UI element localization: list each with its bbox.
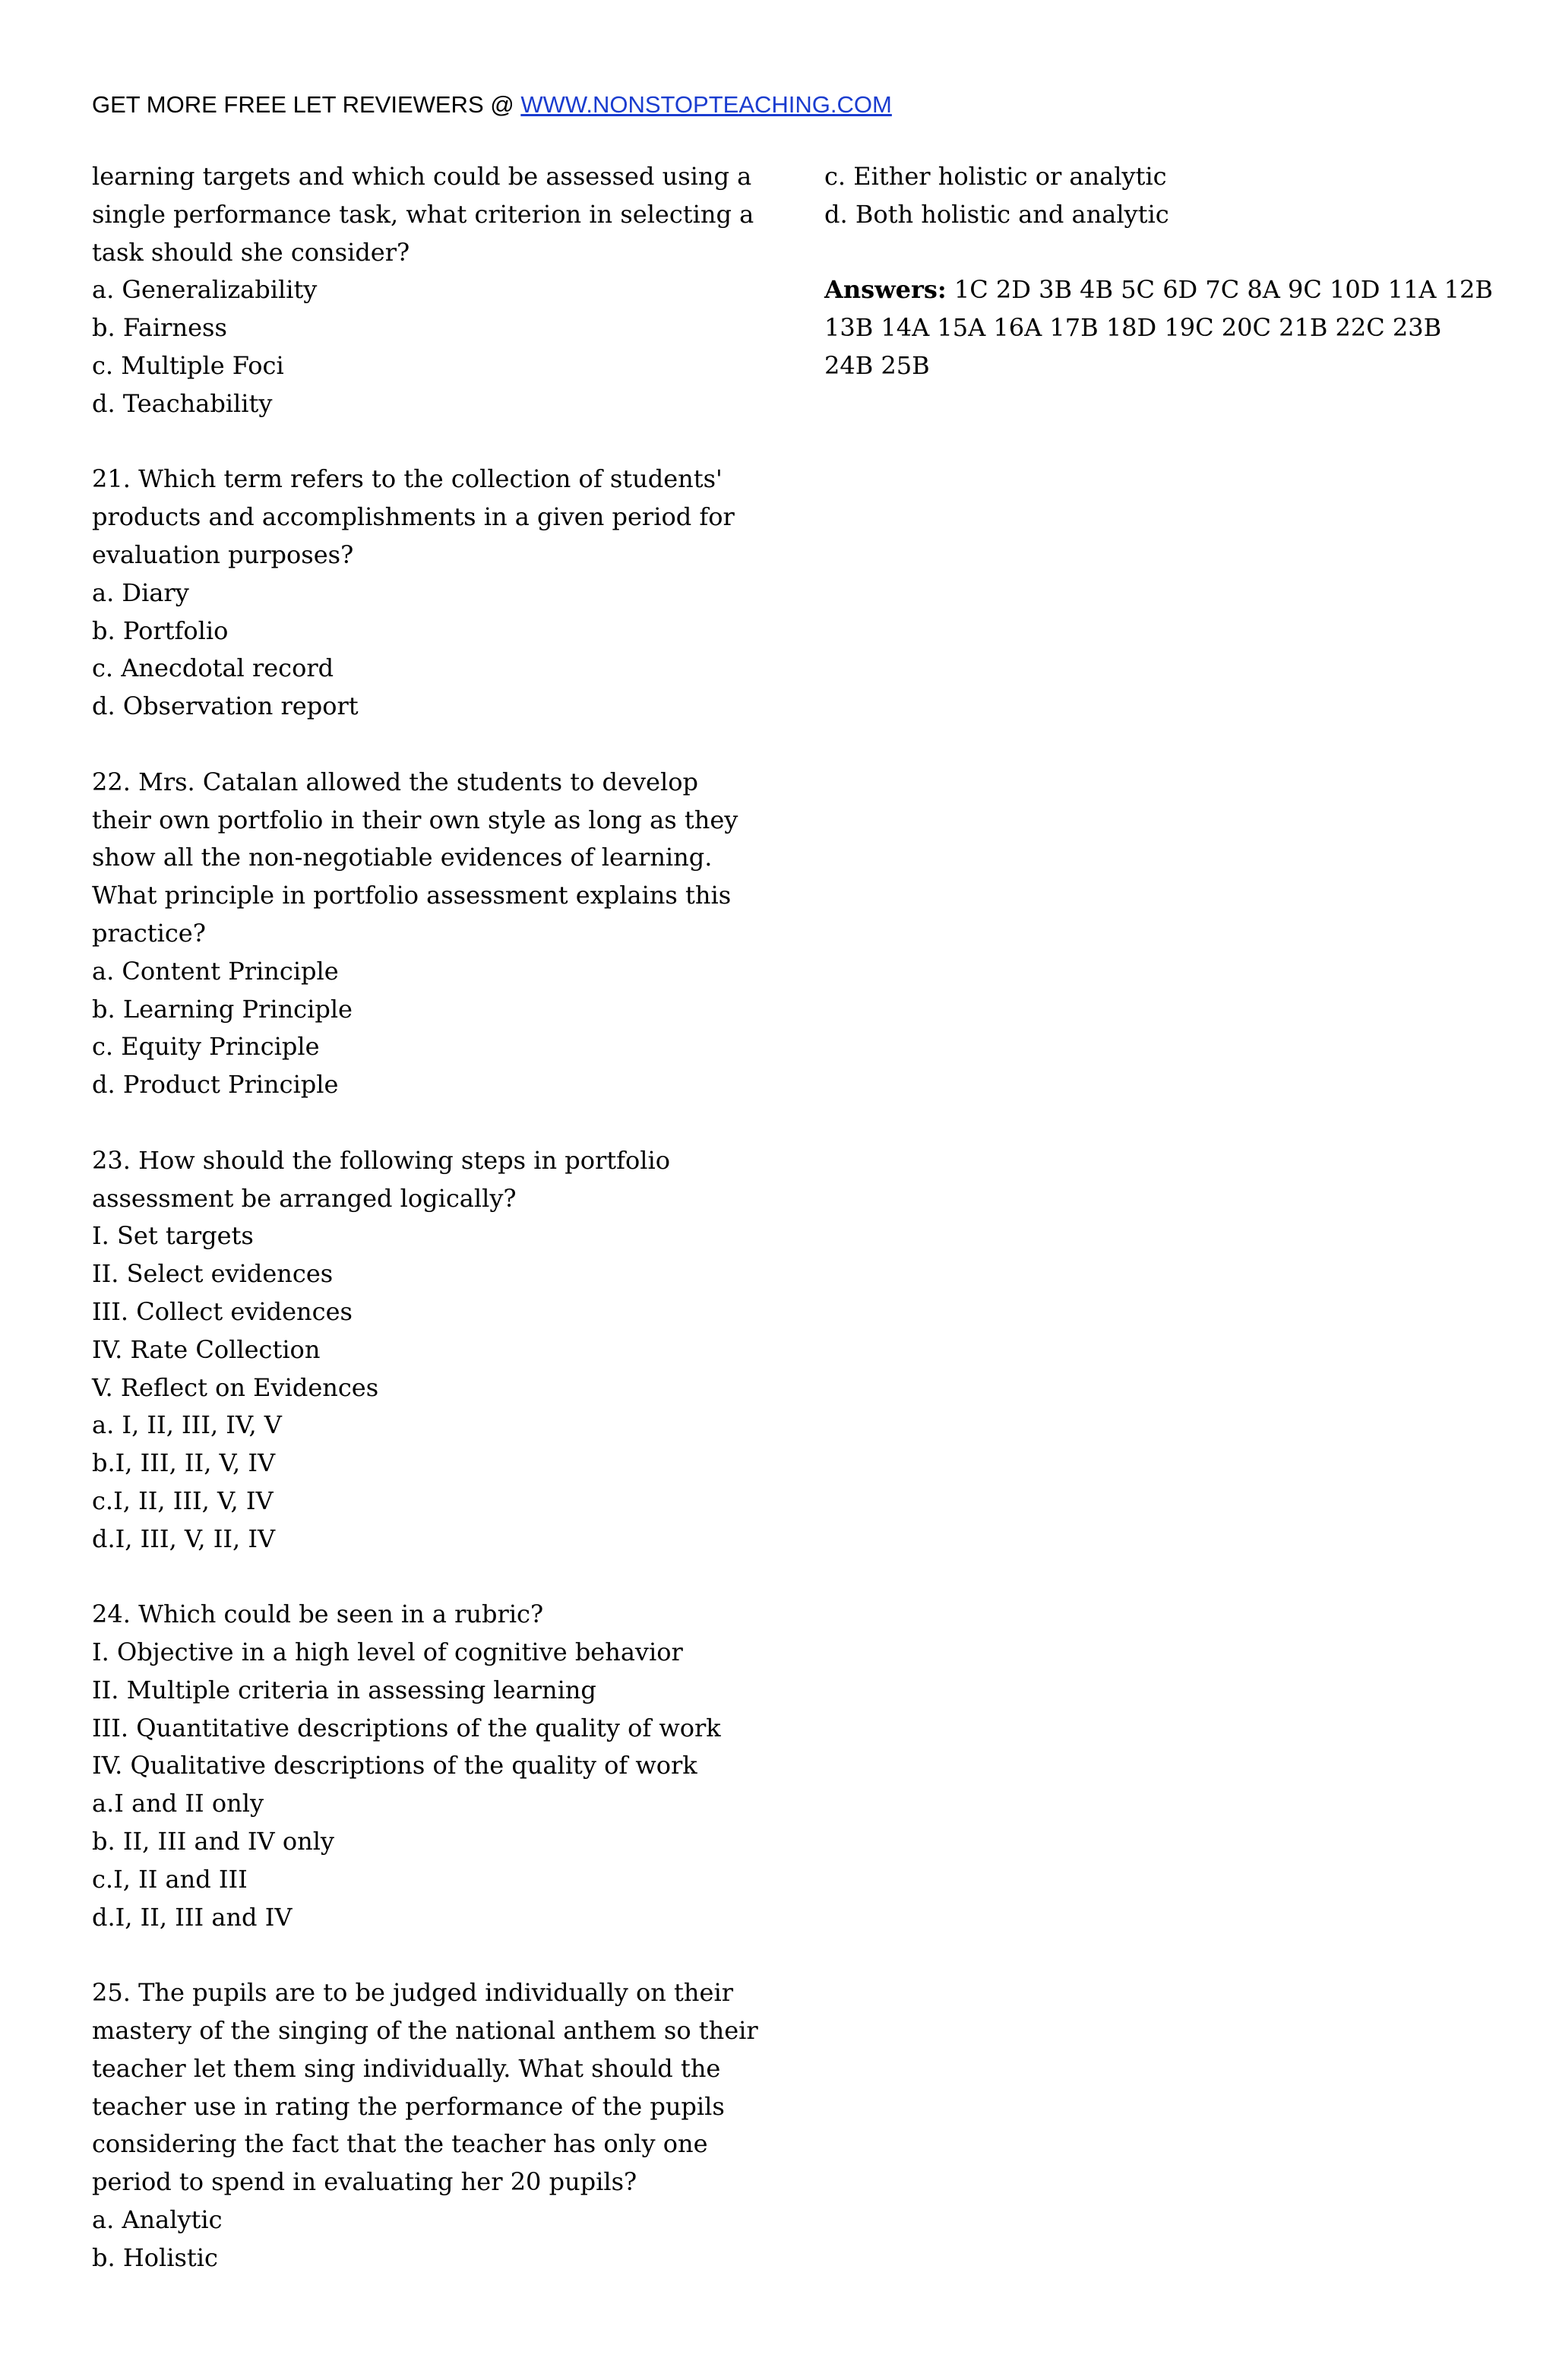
question-stem-line: mastery of the singing of the national anthem so their — [92, 2016, 758, 2046]
list-item: II. Select evidences — [92, 1259, 334, 1289]
question-stem-line: 23. How should the following steps in portfolio — [92, 1145, 670, 1175]
question-25-continued — [824, 158, 1470, 234]
answer-key — [824, 271, 1493, 385]
question-stem-line: 25. The pupils are to be judged individually on their — [92, 1978, 733, 2008]
question-23 — [92, 1142, 738, 1559]
question-stem-line: assessment be arranged logically? — [92, 1183, 517, 1213]
list-item: I. Set targets — [92, 1221, 254, 1251]
answer-option: a. Generalizability — [92, 275, 318, 305]
spacer — [92, 1104, 738, 1142]
answer-option: b. Fairness — [92, 313, 227, 343]
answer-option: b. Holistic — [92, 2242, 218, 2272]
question-stem-line: products and accomplishments in a given period for — [92, 502, 735, 532]
question-stem-line: show all the non-negotiable evidences of learning. — [92, 843, 713, 872]
question-stem-line: 21. Which term refers to the collection of students' — [92, 464, 723, 494]
list-item: V. Reflect on Evidences — [92, 1372, 379, 1402]
list-item: I. Objective in a high level of cognitive behavior — [92, 1638, 683, 1667]
list-item: IV. Qualitative descriptions of the quality of work — [92, 1751, 697, 1780]
answer-key-line: 13B 14A 15A 16A 17B 18D 19C 20C 21B 22C 23B — [824, 313, 1442, 343]
website-link[interactable]: WWW.NONSTOPTEACHING.COM — [520, 91, 892, 118]
list-item: IV. Rate Collection — [92, 1334, 321, 1364]
question-stem-line: single performance task, what criterion in selecting a — [92, 199, 754, 229]
right-column — [824, 158, 1493, 385]
question-stem-line: teacher let them sing individually. What should the — [92, 2053, 721, 2083]
spacer — [92, 1936, 738, 1974]
answer-option: c. Equity Principle — [92, 1032, 320, 1062]
answer-option: c. Anecdotal record — [92, 654, 334, 683]
answer-option: a. Content Principle — [92, 956, 339, 986]
question-stem-line: teacher use in rating the performance of the pupils — [92, 2091, 725, 2121]
question-25 — [92, 1974, 758, 2277]
left-column — [92, 158, 758, 2277]
question-stem-line: period to spend in evaluating her 20 pupils? — [92, 2167, 637, 2197]
question-24 — [92, 1596, 738, 1936]
answer-option: d.I, III, V, II, IV — [92, 1524, 276, 1553]
list-item: II. Multiple criteria in assessing learning — [92, 1675, 596, 1704]
answer-option: c. Either holistic or analytic — [824, 162, 1167, 191]
answer-option: b. II, III and IV only — [92, 1827, 334, 1856]
answer-option: a. I, II, III, IV, V — [92, 1410, 282, 1440]
answer-option: a.I and II only — [92, 1789, 264, 1818]
question-20 — [92, 158, 754, 423]
question-22 — [92, 764, 738, 1104]
question-stem-line: their own portfolio in their own style as long as they — [92, 805, 738, 834]
list-item: III. Collect evidences — [92, 1296, 353, 1326]
answer-option: b. Learning Principle — [92, 994, 353, 1024]
question-stem-line: 22. Mrs. Catalan allowed the students to develop — [92, 767, 698, 796]
answer-option: c. Multiple Foci — [92, 350, 284, 380]
question-stem-line: 24. Which could be seen in a rubric? — [92, 1600, 544, 1629]
spacer — [92, 423, 738, 461]
answer-key-line: 24B 25B — [824, 350, 930, 380]
page-header — [92, 90, 892, 120]
answer-option: d. Teachability — [92, 388, 273, 418]
answer-key-line: 1C 2D 3B 4B 5C 6D 7C 8A 9C 10D 11A 12B — [946, 275, 1493, 305]
answer-option: b.I, III, II, V, IV — [92, 1448, 276, 1478]
question-21 — [92, 460, 738, 726]
answer-option: d. Both holistic and analytic — [824, 199, 1169, 229]
answer-option: c.I, II and III — [92, 1864, 248, 1894]
question-stem-line: What principle in portfolio assessment explains this — [92, 881, 732, 910]
header-text: GET MORE FREE LET REVIEWERS @ — [92, 91, 521, 118]
spacer — [92, 726, 738, 764]
question-stem-line: learning targets and which could be assessed using a — [92, 162, 752, 191]
answer-option: a. Diary — [92, 578, 189, 607]
list-item: III. Quantitative descriptions of the quality of work — [92, 1713, 721, 1742]
question-stem-line: evaluation purposes? — [92, 540, 354, 569]
answer-option: c.I, II, III, V, IV — [92, 1486, 274, 1515]
answer-key-label: Answers: — [824, 275, 947, 305]
question-stem-line: considering the fact that the teacher has only one — [92, 2129, 708, 2159]
spacer — [92, 1558, 738, 1596]
answer-option: b. Portfolio — [92, 616, 229, 645]
question-stem-line: task should she consider? — [92, 237, 410, 267]
answer-option: d.I, II, III and IV — [92, 1902, 293, 1932]
answer-option: a. Analytic — [92, 2205, 223, 2235]
question-stem-line: practice? — [92, 918, 206, 948]
answer-option: d. Observation report — [92, 692, 359, 721]
spacer — [824, 234, 1470, 272]
answer-option: d. Product Principle — [92, 1070, 339, 1100]
